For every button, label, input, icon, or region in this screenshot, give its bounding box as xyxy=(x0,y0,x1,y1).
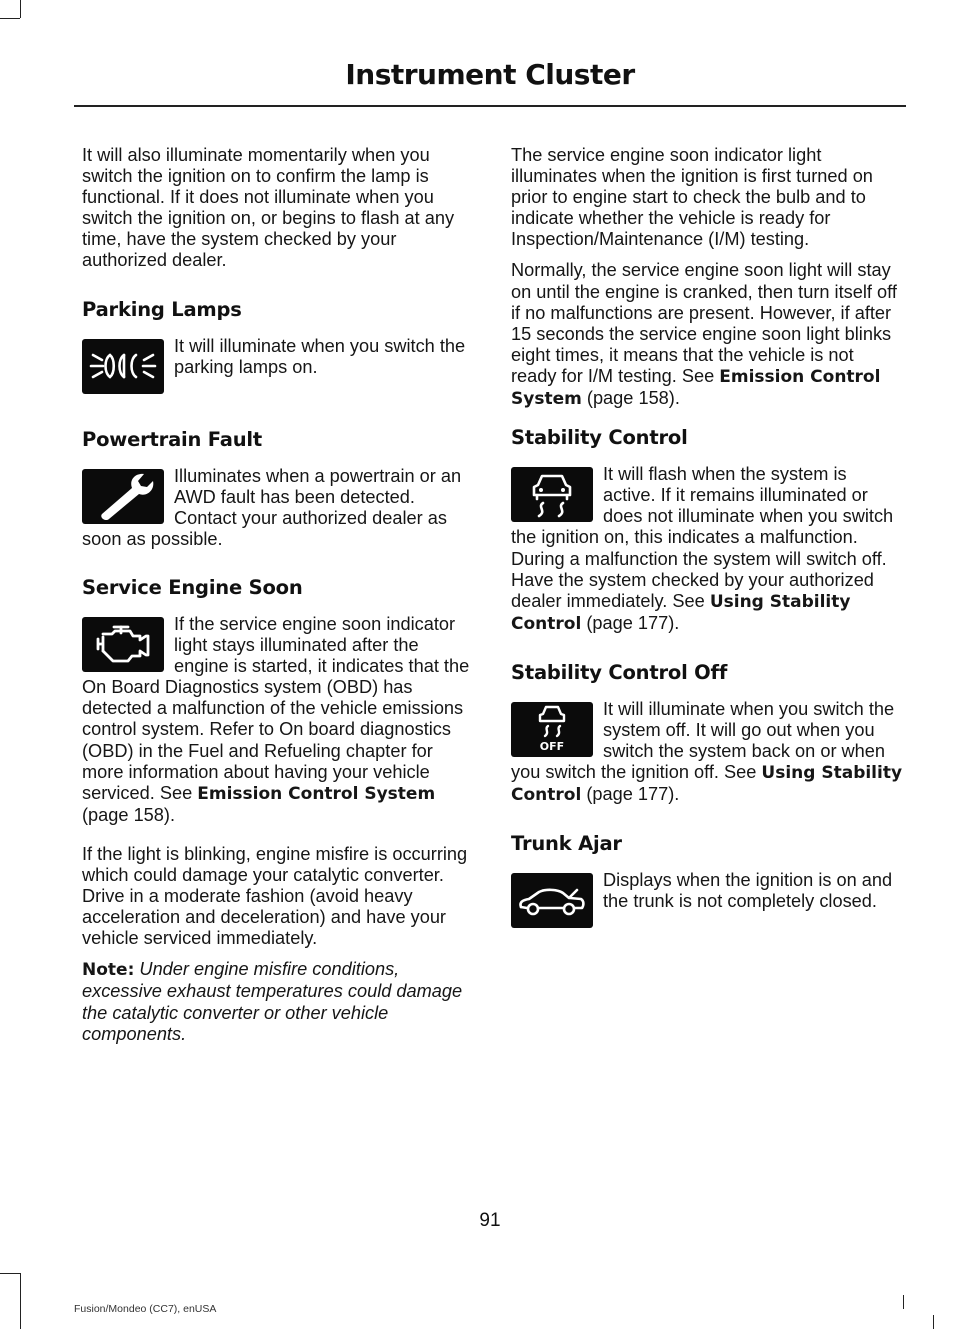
page-title: Instrument Cluster xyxy=(345,58,635,91)
stability-control-body: It will flash when the system is active. If it remains illuminated or does not illuminate when you switch the ignition on, this indicates a malfunction. During a malfunction the system will switch off. Have the system checked by your authorized dealer immediately. See xyxy=(511,464,894,611)
note-text: Under engine misfire conditions, excessive exhaust temperatures could damage the catalytic converter or other vehicle components. xyxy=(82,959,463,1044)
crop-mark xyxy=(20,1273,21,1329)
title-divider xyxy=(74,105,906,107)
stability-control-off-entry xyxy=(511,699,903,806)
crop-mark xyxy=(0,1273,20,1274)
stability-control-heading: Stability Control xyxy=(511,426,688,450)
page-reference: (page 158). xyxy=(581,388,680,409)
page-reference: (page 177). xyxy=(581,784,680,805)
right-column xyxy=(511,145,903,932)
page-reference: (page 177). xyxy=(581,612,680,633)
off-label: OFF xyxy=(539,740,565,754)
normally-body: Normally, the service engine soon light will stay on until the engine is cranked, then turn itself off if no malfunctions are present. However, if after 15 seconds the service engine soon light blinks eight times, it means that the vehicle is not ready for I/M testing. See xyxy=(511,260,897,386)
stability-control-off-body: It will illuminate when you switch the system off. It will go out when you switch the system back on or when you switch the ignition off. See xyxy=(511,698,895,783)
parking-lamps-heading: Parking Lamps xyxy=(82,297,242,321)
service-intro-paragraph: The service engine soon indicator light illuminates when the ignition is first turned on prior to engine start to check the bulb and to indicate whether the vehicle is ready for Inspection/Maintenance (I/M) testing. xyxy=(511,145,873,250)
normally-paragraph xyxy=(511,260,903,410)
trunk-ajar-text: Displays when the ignition is on and the trunk is not completely closed. xyxy=(603,870,893,912)
trunk-ajar-icon xyxy=(511,873,593,928)
blinking-paragraph: If the light is blinking, engine misfire is occurring which could damage your catalytic converter. Drive in a moderate fashion (avoid heavy acceleration and deceleration) and have your vehicle serviced immediately. xyxy=(82,843,468,949)
page-reference: (page 158). xyxy=(82,804,176,825)
stability-control-entry xyxy=(511,464,903,635)
parking-lamps-icon xyxy=(82,339,164,394)
left-column xyxy=(82,145,474,1045)
emission-control-system-link[interactable]: Emission Control System xyxy=(511,366,881,410)
using-stability-control-link[interactable]: Using Stability Control xyxy=(511,763,903,806)
using-stability-control-link[interactable]: Using Stability Control xyxy=(511,591,851,634)
wrench-icon xyxy=(82,469,164,524)
note-label: Note: xyxy=(82,960,135,981)
service-engine-soon-entry xyxy=(82,614,474,826)
note-paragraph xyxy=(82,959,474,1044)
crop-mark xyxy=(933,1315,934,1329)
crop-mark xyxy=(20,0,21,18)
parking-lamps-entry xyxy=(82,336,474,398)
stability-control-off-heading: Stability Control Off xyxy=(511,660,728,684)
footer-edition: Fusion/Mondeo (CC7), enUSA xyxy=(74,1303,217,1315)
stability-control-icon xyxy=(511,467,593,522)
powertrain-fault-entry xyxy=(82,466,474,550)
crop-mark xyxy=(0,18,20,19)
emission-control-system-link[interactable]: Emission Control System xyxy=(197,783,436,804)
trunk-ajar-entry xyxy=(511,870,903,932)
service-engine-soon-heading: Service Engine Soon xyxy=(82,575,303,599)
engine-icon xyxy=(82,617,164,672)
page-number: 91 xyxy=(479,1210,501,1231)
crop-mark xyxy=(903,1295,904,1309)
intro-paragraph: It will also illuminate momentarily when you switch the ignition on to confirm the lamp is functional. If it does not illuminate when you switch the ignition on, or begins to flash at any time, have the system checked by your authorized dealer. xyxy=(82,145,455,271)
stability-control-off-icon xyxy=(511,702,593,757)
parking-lamps-text: It will illuminate when you switch the parking lamps on. xyxy=(174,335,466,377)
service-engine-soon-body: If the service engine soon indicator light stays illuminated after the engine is started, it indicates that the On Board Diagnostics system (OBD) has detected a malfunction of the vehicle emissions control system. Refer to On board diagnostics (OBD) in the Fuel and Refueling chapter for more information about having your vehicle serviced. See xyxy=(82,613,470,803)
powertrain-fault-text: Illuminates when a powertrain or an AWD fault has been detected. Contact your authorized dealer as soon as possible. xyxy=(82,465,462,549)
trunk-ajar-heading: Trunk Ajar xyxy=(511,832,622,856)
powertrain-fault-heading: Powertrain Fault xyxy=(82,427,263,451)
